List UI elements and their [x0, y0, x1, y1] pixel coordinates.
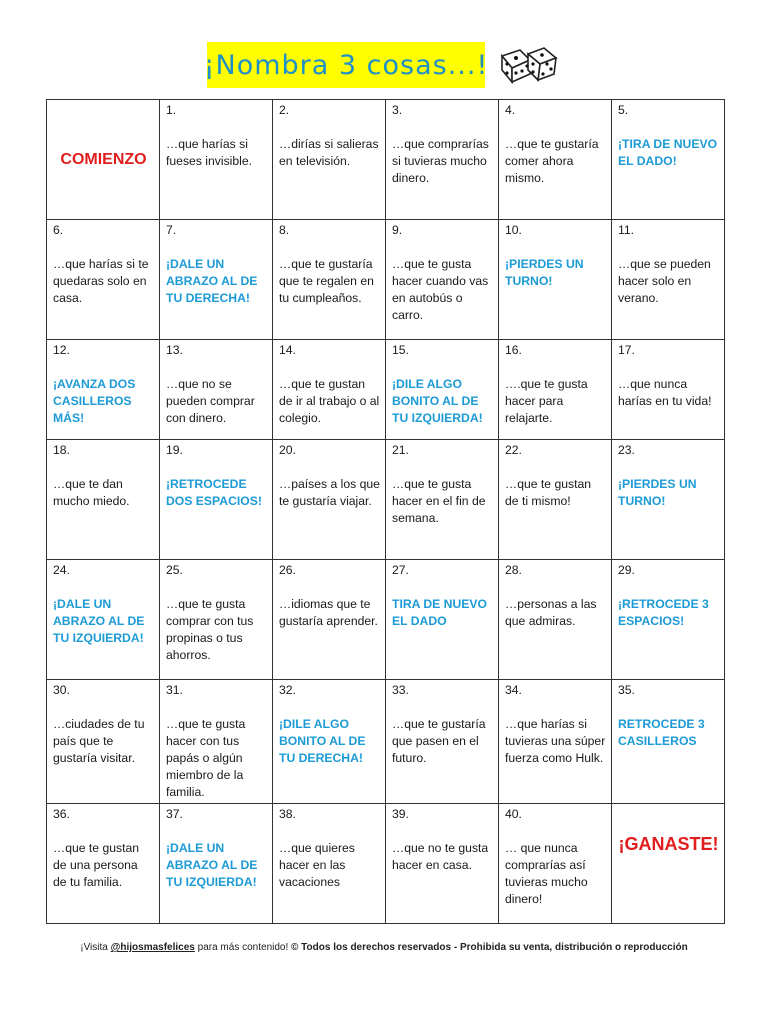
page-title: ¡Nombra 3 cosas...!: [203, 49, 489, 81]
cell-spacer: [166, 239, 267, 256]
cell-action-text: ¡DALE UN ABRAZO AL DE TU IZQUIERDA!: [53, 597, 145, 645]
cell-spacer: [505, 459, 606, 476]
dice-icon: [496, 44, 560, 84]
cell-action-text: ¡PIERDES UN TURNO!: [618, 477, 697, 508]
board-cell: [160, 100, 273, 220]
cell-spacer: [53, 823, 154, 840]
footer-middle: para más contenido!: [194, 942, 292, 953]
board-cell: [499, 440, 612, 560]
cell-spacer: [392, 823, 493, 840]
cell-spacer: [505, 119, 606, 136]
cell-spacer: [166, 579, 267, 596]
board-cell: [612, 220, 725, 340]
cell-number: 8.: [279, 223, 290, 237]
cell-number: 17.: [618, 343, 635, 357]
cell-action-text: ¡DILE ALGO BONITO AL DE TU DERECHA!: [279, 717, 366, 765]
board-cell: [499, 220, 612, 340]
start-cell: [47, 100, 160, 220]
cell-spacer: [279, 823, 380, 840]
board-cell: [386, 100, 499, 220]
cell-spacer: [53, 239, 154, 256]
cell-spacer: [53, 459, 154, 476]
cell-number: 37.: [166, 807, 183, 821]
copyright-icon: ©: [291, 942, 299, 953]
footer-handle-link[interactable]: @hijosmasfelices: [110, 942, 195, 953]
cell-number: 10.: [505, 223, 522, 237]
cell-number: 6.: [53, 223, 64, 237]
board-cell: [160, 804, 273, 924]
cell-spacer: [279, 459, 380, 476]
start-label: COMIENZO: [60, 150, 147, 168]
cell-number: 5.: [618, 103, 629, 117]
cell-number: 23.: [618, 443, 635, 457]
cell-number: 22.: [505, 443, 522, 457]
cell-prompt-text: …que quieres hacer en las vacaciones: [279, 841, 355, 889]
cell-number: 3.: [392, 103, 403, 117]
win-cell: [612, 804, 725, 924]
board-cell: [612, 100, 725, 220]
cell-prompt-text: …que te gustan de ti mismo!: [505, 477, 592, 508]
cell-spacer: [505, 359, 606, 376]
board-cell: [273, 804, 386, 924]
cell-number: 40.: [505, 807, 522, 821]
cell-spacer: [392, 459, 493, 476]
cell-spacer: [279, 699, 380, 716]
cell-spacer: [392, 579, 493, 596]
cell-spacer: [392, 699, 493, 716]
board-cell: [499, 804, 612, 924]
board-cell: [386, 220, 499, 340]
cell-spacer: [505, 699, 606, 716]
cell-prompt-text: …que comprarías si tuvieras mucho dinero.: [392, 137, 489, 185]
cell-action-text: ¡TIRA DE NUEVO EL DADO!: [618, 137, 718, 168]
board-cell: [386, 340, 499, 440]
cell-prompt-text: …que te dan mucho miedo.: [53, 477, 130, 508]
board-row: [47, 340, 725, 440]
board-cell: [612, 440, 725, 560]
cell-number: 2.: [279, 103, 290, 117]
board-row: [47, 804, 725, 924]
cell-number: 18.: [53, 443, 70, 457]
cell-number: 28.: [505, 563, 522, 577]
cell-spacer: [392, 239, 493, 256]
cell-number: 36.: [53, 807, 70, 821]
cell-spacer: [392, 119, 493, 136]
cell-prompt-text: …dirías si salieras en televisión.: [279, 137, 379, 168]
cell-number: 26.: [279, 563, 296, 577]
board-cell: [386, 560, 499, 680]
board-cell: [612, 340, 725, 440]
cell-number: 1.: [166, 103, 177, 117]
board-cell: [273, 440, 386, 560]
cell-number: 38.: [279, 807, 296, 821]
cell-prompt-text: …que te gustaría que te regalen en tu cumpleaños.: [279, 257, 374, 305]
cell-prompt-text: …que te gusta comprar con tus propinas o tus ahorros.: [166, 597, 254, 662]
cell-number: 14.: [279, 343, 296, 357]
cell-action-text: TIRA DE NUEVO EL DADO: [392, 597, 488, 628]
cell-number: 27.: [392, 563, 409, 577]
cell-prompt-text: … que nunca comprarías así tuvieras mucho dinero!: [505, 841, 588, 906]
cell-number: 29.: [618, 563, 635, 577]
cell-number: 16.: [505, 343, 522, 357]
board-cell: [47, 340, 160, 440]
board-cell: [160, 560, 273, 680]
cell-prompt-text: …que te gusta hacer en el fin de semana.: [392, 477, 486, 525]
cell-number: 24.: [53, 563, 70, 577]
cell-spacer: [279, 119, 380, 136]
board-cell: [499, 340, 612, 440]
board-cell: [47, 680, 160, 804]
board-cell: [47, 804, 160, 924]
cell-spacer: [279, 359, 380, 376]
board-row: [47, 100, 725, 220]
cell-number: 30.: [53, 683, 70, 697]
board-cell: [612, 680, 725, 804]
cell-number: 19.: [166, 443, 183, 457]
footer-prefix: ¡Visita: [80, 942, 111, 953]
cell-prompt-text: …que te gusta hacer cuando vas en autobús o carro.: [392, 257, 489, 322]
board-cell: [386, 804, 499, 924]
board-cell: [273, 560, 386, 680]
cell-number: 33.: [392, 683, 409, 697]
cell-action-text: ¡PIERDES UN TURNO!: [505, 257, 584, 288]
board-cell: [47, 440, 160, 560]
cell-spacer: [618, 119, 719, 136]
cell-number: 31.: [166, 683, 183, 697]
cell-prompt-text: …que harías si te quedaras solo en casa.: [53, 257, 149, 305]
cell-number: 9.: [392, 223, 403, 237]
cell-action-text: ¡DALE UN ABRAZO AL DE TU DERECHA!: [166, 257, 258, 305]
footer-rights: Todos los derechos reservados - Prohibida su venta, distribución o reproducción: [298, 942, 688, 953]
cell-prompt-text: …que se pueden hacer solo en verano.: [618, 257, 711, 305]
board-row: [47, 440, 725, 560]
board-cell: [499, 560, 612, 680]
cell-spacer: [279, 579, 380, 596]
board-cell: [499, 100, 612, 220]
board-cell: [273, 220, 386, 340]
cell-spacer: [166, 823, 267, 840]
footer: [0, 942, 768, 953]
cell-number: 34.: [505, 683, 522, 697]
game-board: [46, 99, 725, 924]
cell-prompt-text: …que nunca harías en tu vida!: [618, 377, 712, 408]
cell-prompt-text: …que harías si fueses invisible.: [166, 137, 253, 168]
board-cell: [47, 220, 160, 340]
cell-prompt-text: …idiomas que te gustaría aprender.: [279, 597, 378, 628]
cell-prompt-text: …ciudades de tu país que te gustaría visitar.: [53, 717, 145, 765]
cell-spacer: [618, 239, 719, 256]
cell-action-text: ¡AVANZA DOS CASILLEROS MÁS!: [53, 377, 136, 425]
cell-action-text: RETROCEDE 3 CASILLEROS: [618, 717, 705, 748]
board-cell: [273, 100, 386, 220]
cell-prompt-text: …que no te gusta hacer en casa.: [392, 841, 489, 872]
cell-spacer: [618, 699, 719, 716]
board-cell: [160, 440, 273, 560]
board-cell: [160, 340, 273, 440]
cell-spacer: [279, 239, 380, 256]
cell-spacer: [166, 459, 267, 476]
cell-spacer: [166, 359, 267, 376]
cell-number: 12.: [53, 343, 70, 357]
cell-prompt-text: ….que te gusta hacer para relajarte.: [505, 377, 588, 425]
board-row: [47, 560, 725, 680]
cell-number: 35.: [618, 683, 635, 697]
cell-spacer: [166, 119, 267, 136]
board-row: [47, 220, 725, 340]
title-banner: [203, 42, 489, 88]
cell-number: 15.: [392, 343, 409, 357]
cell-action-text: ¡RETROCEDE 3 ESPACIOS!: [618, 597, 709, 628]
cell-spacer: [392, 359, 493, 376]
board-cell: [273, 340, 386, 440]
board-cell: [47, 560, 160, 680]
cell-prompt-text: …que te gustan de ir al trabajo o al colegio.: [279, 377, 380, 425]
cell-action-text: ¡DILE ALGO BONITO AL DE TU IZQUIERDA!: [392, 377, 483, 425]
cell-spacer: [618, 359, 719, 376]
cell-spacer: [505, 579, 606, 596]
board-cell: [386, 440, 499, 560]
cell-prompt-text: …personas a las que admiras.: [505, 597, 597, 628]
cell-prompt-text: …que te gustaría que pasen en el futuro.: [392, 717, 486, 765]
cell-number: 7.: [166, 223, 177, 237]
board-cell: [160, 680, 273, 804]
board-row: [47, 680, 725, 804]
cell-prompt-text: …que no se pueden comprar con dinero.: [166, 377, 255, 425]
board-cell: [160, 220, 273, 340]
cell-prompt-text: …que te gustan de una persona de tu familia.: [53, 841, 140, 889]
cell-prompt-text: …que te gustaría comer ahora mismo.: [505, 137, 599, 185]
cell-number: 21.: [392, 443, 409, 457]
win-label: ¡GANASTE!: [618, 834, 719, 854]
cell-prompt-text: …países a los que te gustaría viajar.: [279, 477, 380, 508]
cell-number: 25.: [166, 563, 183, 577]
cell-number: 4.: [505, 103, 516, 117]
cell-number: 13.: [166, 343, 183, 357]
board-cell: [273, 680, 386, 804]
cell-number: 39.: [392, 807, 409, 821]
cell-spacer: [166, 699, 267, 716]
cell-spacer: [618, 579, 719, 596]
cell-spacer: [505, 823, 606, 840]
cell-spacer: [618, 459, 719, 476]
cell-spacer: [53, 699, 154, 716]
board-cell: [499, 680, 612, 804]
cell-prompt-text: …que te gusta hacer con tus papás o algún miembro de la familia.: [166, 717, 246, 799]
cell-number: 32.: [279, 683, 296, 697]
cell-action-text: ¡RETROCEDE DOS ESPACIOS!: [166, 477, 262, 508]
cell-number: 11.: [618, 223, 635, 237]
cell-prompt-text: …que harías si tuvieras una súper fuerza como Hulk.: [505, 717, 606, 765]
board-cell: [612, 560, 725, 680]
cell-action-text: ¡DALE UN ABRAZO AL DE TU IZQUIERDA!: [166, 841, 258, 889]
cell-spacer: [53, 359, 154, 376]
cell-number: 20.: [279, 443, 296, 457]
cell-spacer: [53, 579, 154, 596]
board-cell: [386, 680, 499, 804]
cell-spacer: [505, 239, 606, 256]
